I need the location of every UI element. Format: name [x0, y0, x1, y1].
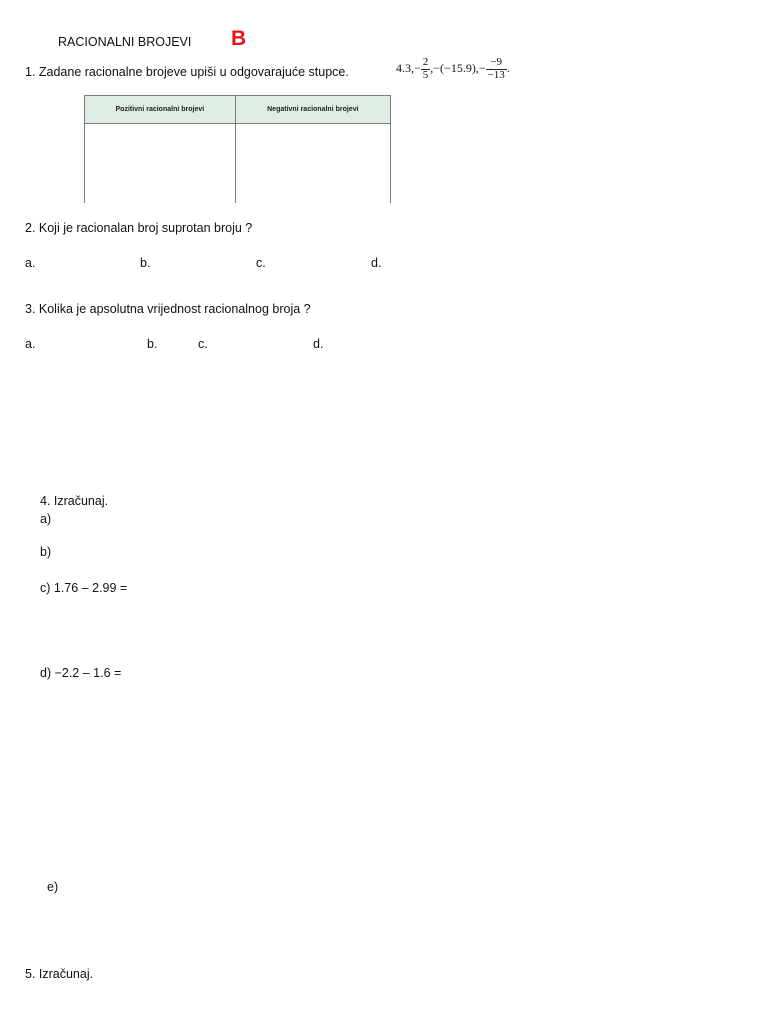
- expression-end: .: [506, 60, 510, 75]
- answer-table: [84, 95, 391, 203]
- negative-column-header: Negativni racionalni brojevi: [235, 96, 390, 124]
- question-3-option-c: c.: [198, 337, 208, 351]
- worksheet-title: RACIONALNI BROJEVI: [58, 35, 192, 49]
- number-negative-negative-15-9: ,−(−15.9),: [430, 60, 479, 75]
- question-5-text: 5. Izračunaj.: [25, 967, 94, 981]
- question-4-item-e: e): [47, 880, 59, 894]
- question-2-option-c: c.: [256, 256, 266, 270]
- fraction-two-fifths: $\frac{2}{5}$: [422, 56, 429, 81]
- minus-sign: −: [414, 60, 421, 75]
- question-4-item-c: c) 1.76 – 2.99 =: [40, 581, 128, 595]
- positive-answer-cell[interactable]: [85, 124, 236, 204]
- variant-label: B: [231, 27, 247, 50]
- question-2-option-a: a.: [25, 256, 36, 270]
- question-2-text: 2. Koji je racionalan broj suprotan broju ?: [25, 221, 253, 235]
- question-4-item-a: a): [40, 512, 52, 526]
- question-1-numbers: [396, 57, 510, 81]
- negative-answer-cell[interactable]: [235, 124, 390, 204]
- question-4-item-b: b): [40, 545, 52, 559]
- question-1-text: 1. Zadane racionalne brojeve upiši u odgovarajuće stupce.: [25, 65, 349, 79]
- number-4-3: 4.3,: [396, 60, 414, 75]
- question-2-option-d: d.: [371, 256, 382, 270]
- question-3-option-d: d.: [313, 337, 324, 351]
- question-3-option-a: a.: [25, 337, 36, 351]
- question-4-item-d: d) −2.2 – 1.6 =: [40, 666, 122, 680]
- question-4-text: 4. Izračunaj.: [40, 494, 109, 508]
- minus-sign: −: [478, 60, 486, 75]
- question-2-option-b: b.: [140, 256, 151, 270]
- positive-column-header: Pozitivni racionalni brojevi: [85, 96, 236, 124]
- question-3-text: 3. Kolika je apsolutna vrijednost racionalnog broja ?: [25, 302, 311, 316]
- question-3-option-b: b.: [147, 337, 158, 351]
- fraction-minus9-minus13: $\frac{-9}{-13}$: [487, 56, 505, 81]
